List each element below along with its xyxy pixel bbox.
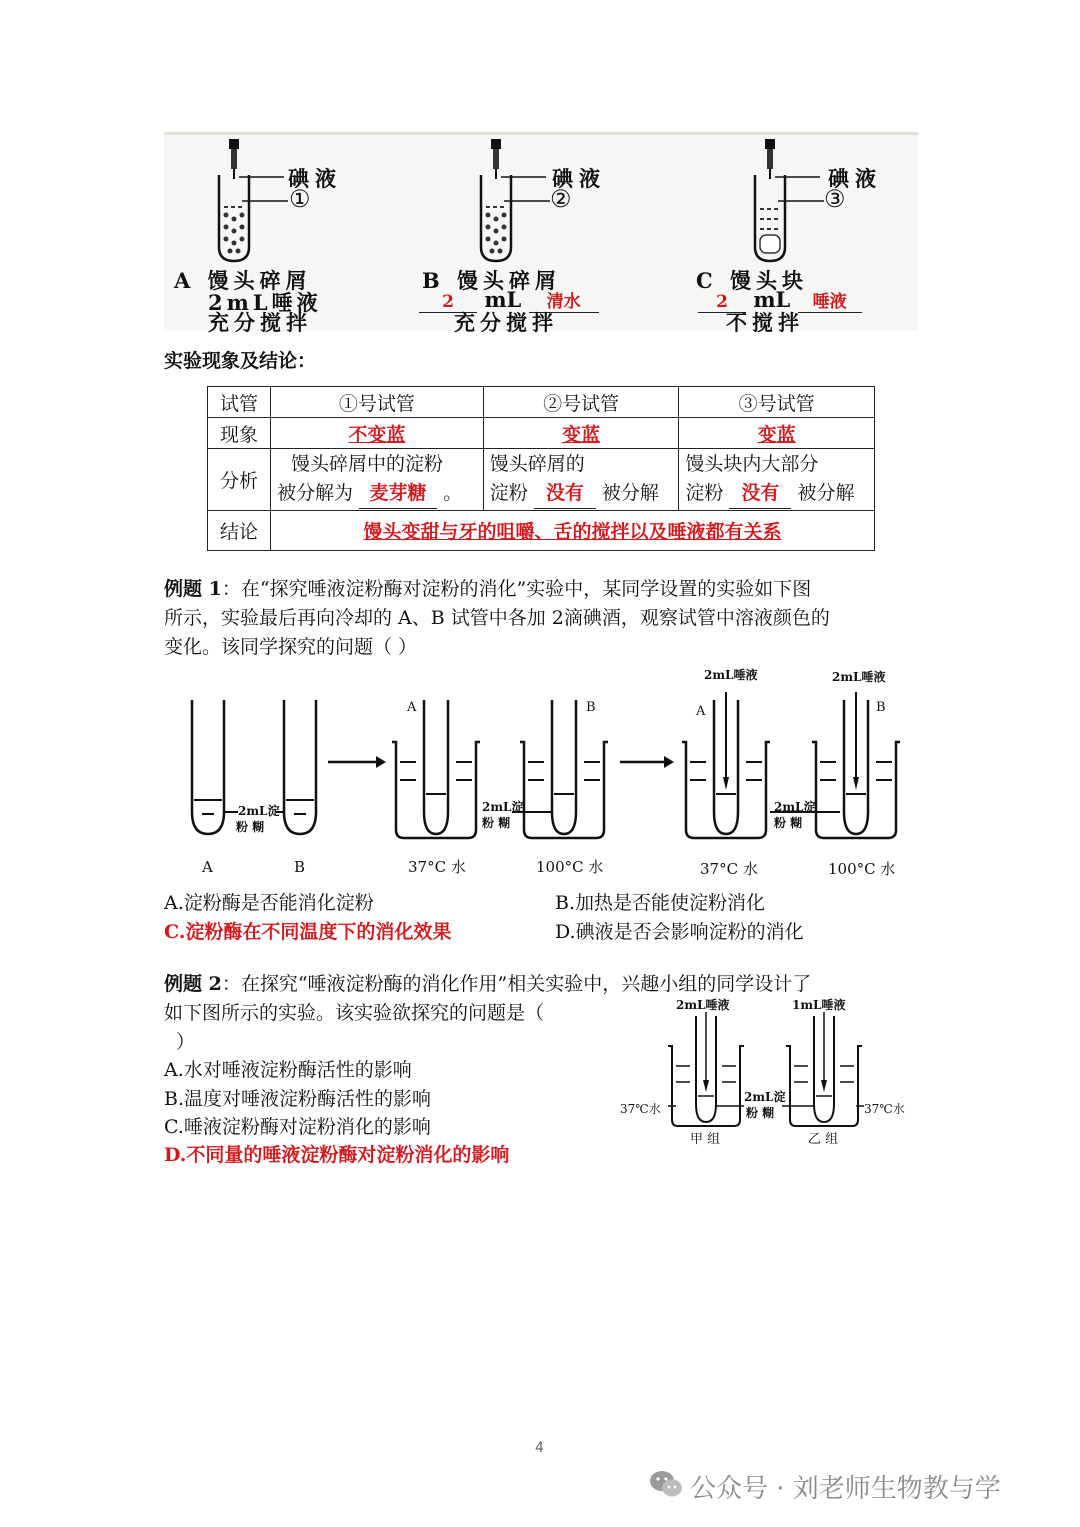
analysis-3-fill: 没有 (729, 479, 791, 509)
row-label: 现象 (208, 418, 271, 449)
phenomenon-cell (679, 418, 875, 449)
tube-3-line1: C 馒头块 (696, 268, 809, 293)
tube-number-1: ① (289, 185, 311, 213)
q1-text1: ：在“探究唾液淀粉酶对淀粉的消化”实验中，某同学设置的实验如下图 (221, 578, 812, 600)
page-number: 4 (535, 1440, 544, 1456)
tube-number-2: ② (550, 185, 572, 213)
tube-3-fill-text: 唾液 (798, 287, 862, 313)
analysis-2-pre: 淀粉 (489, 482, 528, 504)
q1-saliva-b: 2mL唾液 (832, 670, 886, 684)
header-cell: ③号试管 (679, 387, 875, 418)
table-row (208, 418, 875, 449)
q1-beaker-b2-label: B (876, 700, 886, 715)
analysis-1-pre: 被分解为 (277, 482, 354, 504)
analysis-1-post: 。 (443, 482, 463, 504)
q1-water-100b: 100°C 水 (828, 860, 896, 878)
q2-starch-label-b: 粉 糊 (746, 1106, 775, 1120)
reagent-label-3: 碘液 (828, 166, 882, 191)
q2-saliva-left: 2mL唾液 (676, 998, 730, 1012)
q1-starch-label-2b: 粉 糊 (482, 816, 511, 830)
q1-option-b: B.加热是否能使淀粉消化 (555, 892, 766, 914)
table-row (208, 449, 875, 511)
analysis-1-line2 (277, 479, 477, 509)
q2-title: 例题 2 (164, 973, 222, 995)
q1-starch-label-3: 2mL淀 (774, 800, 816, 814)
conclusion-text: 馒头变甜与牙的咀嚼、舌的搅拌以及唾液都有关系 (363, 521, 782, 543)
table-row (208, 387, 875, 418)
phenomenon-3: 变蓝 (757, 423, 796, 446)
figure-iodine-tubes (164, 132, 918, 335)
tube-2-fill-text: 清水 (529, 287, 599, 313)
q1-beaker-a2-label: A (696, 704, 706, 719)
phenomenon-cell (483, 418, 679, 449)
q2-saliva-right: 1mL唾液 (792, 998, 846, 1012)
q2-option-c: C.唾液淀粉酶对淀粉消化的影响 (164, 1116, 431, 1138)
header-cell: ②号试管 (483, 387, 679, 418)
q1-starch-label-2: 2mL淀 (482, 800, 524, 814)
q2-figure (620, 996, 920, 1148)
reagent-label-1: 碘液 (288, 166, 342, 191)
analysis-2-line2 (490, 479, 673, 509)
conclusion-cell (271, 511, 875, 551)
q2-option-d: D.不同量的唾液淀粉酶对淀粉消化的影响 (164, 1144, 510, 1166)
row-label: 分析 (208, 449, 271, 511)
analysis-1-fill: 麦芽糖 (359, 479, 437, 509)
analysis-cell-1 (271, 449, 484, 511)
phenomenon-1: 不变蓝 (348, 423, 406, 446)
tube-2 (481, 139, 550, 261)
analysis-cell-2 (483, 449, 679, 511)
q1-starch-label-1: 2mL淀 (238, 804, 280, 818)
phenomenon-2: 变蓝 (562, 423, 601, 446)
tube-2-line1: B 馒头碎屑 (422, 268, 562, 293)
q1-starch-label-3b: 粉 糊 (774, 816, 803, 830)
q2-text1: ：在探究“唾液淀粉酶的消化作用”相关实验中，兴趣小组的同学设计了 (221, 973, 812, 995)
results-table (207, 386, 875, 551)
q1-line3: 变化。该同学探究的问题（ ） (164, 636, 418, 658)
q2-option-a: A.水对唾液淀粉酶活性的影响 (164, 1059, 412, 1081)
q2-group-right: 乙 组 (808, 1132, 839, 1147)
tube-2-fill-num: 2 (419, 292, 477, 313)
q1-saliva-a: 2mL唾液 (704, 668, 758, 682)
tube-3-fill-num: 2 (698, 292, 746, 313)
tube-3-unit: mL (753, 287, 791, 312)
section-heading: 实验现象及结论： (164, 350, 317, 372)
tube-2-unit: mL (484, 287, 522, 312)
q1-starch-label-1b: 粉 糊 (236, 820, 265, 834)
q1-line1 (164, 575, 924, 604)
header-cell: 试管 (208, 387, 271, 418)
header-cell: ①号试管 (271, 387, 484, 418)
analysis-3-line2 (685, 479, 868, 509)
q1-beaker-a-label: A (407, 700, 417, 715)
tube-1-line1: A 馒头碎屑 (174, 268, 312, 293)
reagent-label-2: 碘液 (552, 166, 606, 191)
analysis-1-line1: 馒头碎屑中的淀粉 (291, 453, 444, 475)
analysis-cell-3 (679, 449, 875, 511)
q2-starch-label: 2mL淀 (744, 1090, 786, 1104)
tube-3-line3: 不搅拌 (726, 310, 804, 335)
row-label: 结论 (208, 511, 271, 551)
q2-water-left: 37℃水 (620, 1102, 661, 1116)
q2-group-left: 甲 组 (690, 1132, 721, 1147)
q1-option-d: D.碘液是否会影响淀粉的消化 (555, 921, 804, 943)
tube-1-line2: 2mL唾液 (208, 290, 322, 315)
tube-number-3: ③ (824, 185, 846, 213)
q2-water-right: 37℃水 (864, 1102, 905, 1116)
tube-1 (219, 139, 288, 261)
q1-beaker-b-label: B (586, 700, 596, 715)
q2-diagram (620, 996, 920, 1148)
tube-2-line3: 充分搅拌 (454, 310, 558, 335)
phenomenon-cell (271, 418, 484, 449)
q1-label-b: B (294, 858, 306, 876)
analysis-3-pre: 淀粉 (685, 482, 724, 504)
q1-stem (164, 575, 924, 662)
q1-option-a: A.淀粉酶是否能消化淀粉 (164, 892, 374, 914)
table-row (208, 511, 875, 551)
q1-figure (180, 662, 910, 882)
q1-line2: 所示，实验最后再向冷却的 A、B 试管中各加 2滴碘酒，观察试管中溶液颜色的 (164, 607, 830, 629)
q1-water-37a: 37°C 水 (408, 858, 466, 876)
analysis-2-line1: 馒头碎屑的 (489, 453, 585, 475)
q1-label-a: A (202, 858, 213, 876)
q1-water-100a: 100°C 水 (536, 858, 604, 876)
analysis-2-fill: 没有 (534, 479, 596, 509)
q2-option-b: B.温度对唾液淀粉酶活性的影响 (164, 1088, 432, 1110)
q1-water-37b: 37°C 水 (700, 860, 758, 878)
tube-3 (755, 139, 824, 261)
wechat-icon (648, 1466, 684, 1502)
q1-title: 例题 1 (164, 578, 222, 600)
q2-line1 (164, 970, 924, 999)
q1-diagram (180, 662, 910, 882)
q2-line2: 如下图所示的实验。该实验欲探究的问题是（ (164, 1002, 545, 1024)
tube-1-line3: 充分搅拌 (208, 310, 312, 335)
analysis-3-post: 被分解 (797, 482, 855, 504)
analysis-2-post: 被分解 (601, 482, 659, 504)
watermark: 公众号 · 刘老师生物教与学 (690, 1474, 1001, 1504)
q1-option-c: C.淀粉酶在不同温度下的消化效果 (164, 921, 452, 943)
q2-line3: ） (176, 1031, 196, 1053)
analysis-3-line1: 馒头块内大部分 (685, 453, 819, 475)
